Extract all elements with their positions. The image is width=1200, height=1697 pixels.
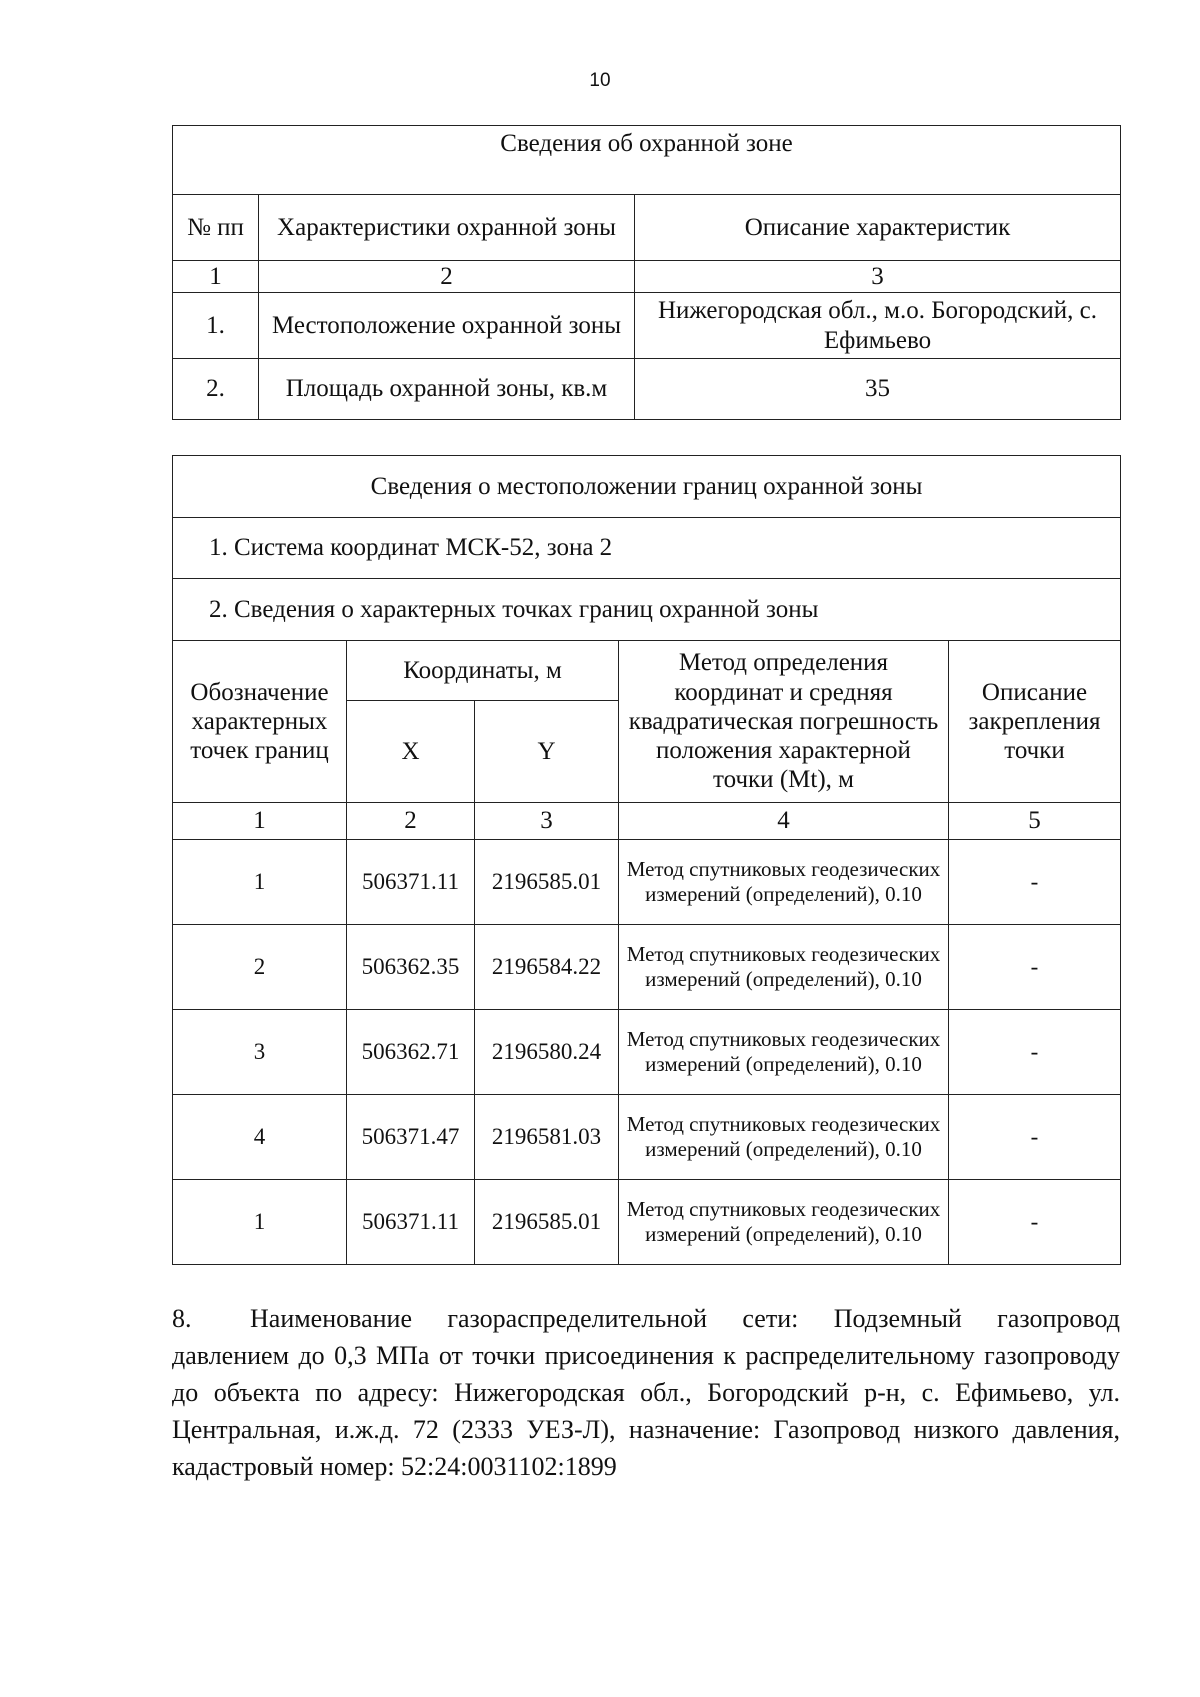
coordinate-system: 1. Система координат МСК-52, зона 2	[173, 518, 1121, 579]
point-x: 506362.71	[347, 1010, 475, 1095]
table-row	[173, 1180, 1121, 1265]
col-number-2: 2	[347, 803, 475, 840]
table-row	[173, 293, 1121, 359]
point-method: Метод спутниковых геодезических измерений (определений), 0.10	[619, 840, 949, 925]
header-characteristic: Характеристики охранной зоны	[259, 195, 635, 261]
boundary-table-title: Сведения о местоположении границ охранной зоны	[173, 456, 1121, 518]
point-x: 506371.11	[347, 1180, 475, 1265]
table-row	[173, 840, 1121, 925]
section-8-number: 8.	[172, 1304, 192, 1333]
header-description: Описание характеристик	[635, 195, 1121, 261]
point-y: 2196581.03	[475, 1095, 619, 1180]
point-method: Метод спутниковых геодезических измерений (определений), 0.10	[619, 925, 949, 1010]
col-number-1: 1	[173, 803, 347, 840]
table-row	[173, 1095, 1121, 1180]
header-designation: Обозначение характерных точек границ	[173, 641, 347, 803]
header-fixing: Описание закрепления точки	[949, 641, 1121, 803]
point-y: 2196585.01	[475, 840, 619, 925]
point-method: Метод спутниковых геодезических измерений (определений), 0.10	[619, 1095, 949, 1180]
col-number-1: 1	[173, 261, 259, 293]
point-fixing: -	[949, 1180, 1121, 1265]
row-number: 1.	[173, 293, 259, 359]
point-method: Метод спутниковых геодезических измерений (определений), 0.10	[619, 1180, 949, 1265]
col-number-4: 4	[619, 803, 949, 840]
point-id: 4	[173, 1095, 347, 1180]
point-y: 2196584.22	[475, 925, 619, 1010]
point-id: 2	[173, 925, 347, 1010]
point-x: 506362.35	[347, 925, 475, 1010]
header-coordinates: Координаты, м	[347, 641, 619, 701]
page-number: 10	[589, 70, 611, 91]
header-number: № пп	[173, 195, 259, 261]
header-y: Y	[475, 701, 619, 803]
row-description: Нижегородская обл., м.о. Богородский, с. Ефимьево	[635, 293, 1121, 359]
point-fixing: -	[949, 1095, 1121, 1180]
point-x: 506371.47	[347, 1095, 475, 1180]
point-x: 506371.11	[347, 840, 475, 925]
col-number-5: 5	[949, 803, 1121, 840]
point-fixing: -	[949, 925, 1121, 1010]
zone-table-title: Сведения об охранной зоне	[173, 126, 1121, 195]
row-description: 35	[635, 359, 1121, 420]
col-number-3: 3	[475, 803, 619, 840]
point-method: Метод спутниковых геодезических измерений (определений), 0.10	[619, 1010, 949, 1095]
col-number-2: 2	[259, 261, 635, 293]
row-characteristic: Площадь охранной зоны, кв.м	[259, 359, 635, 420]
point-fixing: -	[949, 1010, 1121, 1095]
section-8-text: Наименование газораспределительной сети: Подземный газопровод давлением до 0,3 МПа от точки присоединения к распределительному газопроводу до объекта по адресу: Нижегородская обл., Богородский р-н, с. Ефимьево, ул. Центральная, и.ж.д. 72 (2333 УЕЗ-Л), назначение: Газопровод низкого давления, кадастровый номер: 52:24:0031102:1899	[172, 1304, 1120, 1481]
boundary-points-table	[172, 455, 1121, 1265]
protection-zone-table	[172, 125, 1121, 420]
point-y: 2196580.24	[475, 1010, 619, 1095]
point-y: 2196585.01	[475, 1180, 619, 1265]
point-id: 3	[173, 1010, 347, 1095]
point-id: 1	[173, 1180, 347, 1265]
table-row	[173, 359, 1121, 420]
point-fixing: -	[949, 840, 1121, 925]
section-8-paragraph	[172, 1300, 1120, 1485]
points-section-title: 2. Сведения о характерных точках границ охранной зоны	[173, 579, 1121, 641]
row-number: 2.	[173, 359, 259, 420]
table-row	[173, 925, 1121, 1010]
col-number-3: 3	[635, 261, 1121, 293]
header-method: Метод определения координат и средняя квадратическая погрешность положения характерной точки (Mt), м	[619, 641, 949, 803]
table-row	[173, 1010, 1121, 1095]
point-id: 1	[173, 840, 347, 925]
header-x: X	[347, 701, 475, 803]
row-characteristic: Местоположение охранной зоны	[259, 293, 635, 359]
